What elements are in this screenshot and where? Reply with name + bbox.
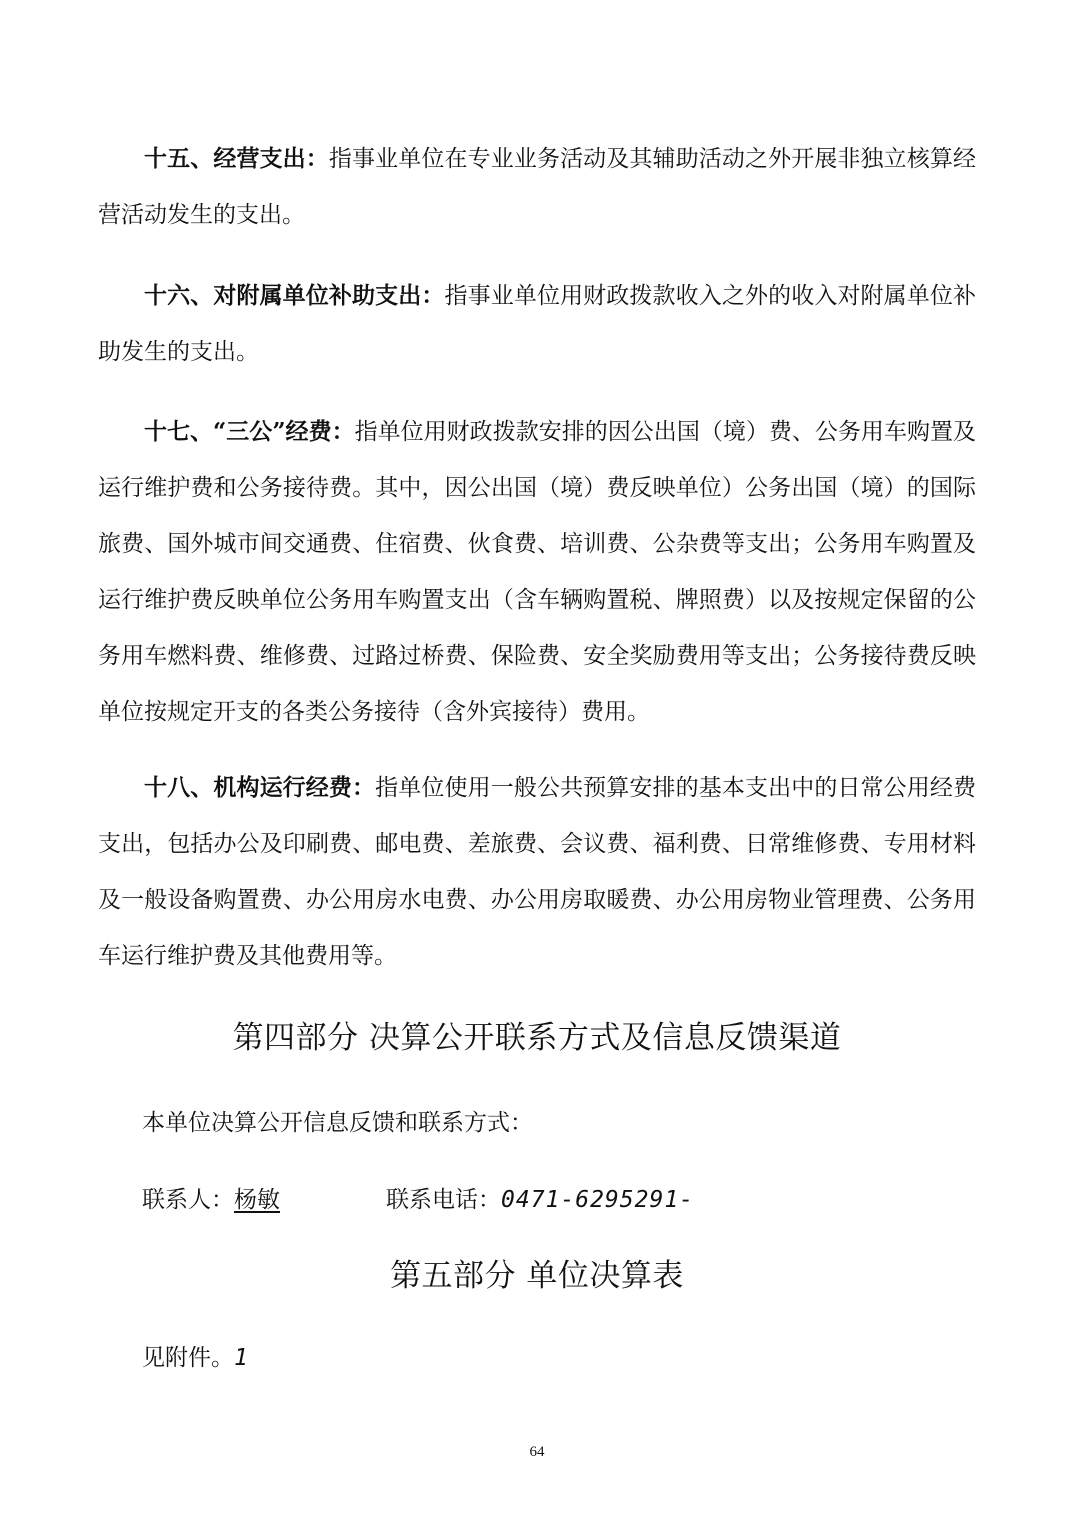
definition-paragraph-15 bbox=[98, 131, 976, 243]
part5-heading: 第五部分 单位决算表 bbox=[390, 1258, 684, 1294]
contact-phone-number: 0471-6295291- bbox=[501, 1187, 695, 1213]
definition-term: 十七、“三公”经费： bbox=[144, 418, 355, 445]
definition-paragraph-18 bbox=[98, 760, 976, 984]
page-number: 64 bbox=[529, 1444, 545, 1460]
definition-text: 指事业单位在专业业务活动及其辅助活动之外开展非独立核算经营活动发生的支出。 bbox=[98, 146, 977, 228]
definition-text: 指事业单位用财政拨款收入之外的收入对附属单位补助发生的支出。 bbox=[98, 283, 977, 365]
contact-phone-label: 联系电话： bbox=[386, 1187, 501, 1213]
contact-line bbox=[142, 1180, 694, 1220]
definition-term: 十六、对附属单位补助支出： bbox=[144, 282, 445, 309]
definition-term: 十五、经营支出： bbox=[144, 145, 329, 172]
definition-paragraph-17 bbox=[98, 404, 976, 740]
attachment-line bbox=[142, 1338, 249, 1378]
attachment-text: 见附件。 bbox=[142, 1345, 234, 1371]
contact-person-name: 杨敏 bbox=[234, 1187, 280, 1213]
attachment-number: 1 bbox=[234, 1345, 249, 1371]
part4-heading: 第四部分 决算公开联系方式及信息反馈渠道 bbox=[232, 1020, 842, 1056]
contact-intro: 本单位决算公开信息反馈和联系方式： bbox=[142, 1110, 533, 1136]
definition-text: 指单位用财政拨款安排的因公出国（境）费、公务用车购置及运行维护费和公务接待费。其中，因公出国（境）费反映单位）公务出国（境）的国际旅费、国外城市间交通费、住宿费、伙食费、培训费、公杂费等支出；公务用车购置及运行维护费反映单位公务用车购置支出（含车辆购置税、牌照费）以及按规定保留的公务用车燃料费、维修费、过路过桥费、保险费、安全奖励费用等支出；公务接待费反映单位按规定开支的各类公务接待（含外宾接待）费用。 bbox=[98, 419, 976, 725]
contact-person-label: 联系人： bbox=[142, 1187, 234, 1213]
definition-paragraph-16 bbox=[98, 268, 976, 380]
definition-text: 指单位使用一般公共预算安排的基本支出中的日常公用经费支出，包括办公及印刷费、邮电费、差旅费、会议费、福利费、日常维修费、专用材料及一般设备购置费、办公用房水电费、办公用房取暖费、办公用房物业管理费、公务用车运行维护费及其他费用等。 bbox=[98, 775, 977, 969]
definition-term: 十八、机构运行经费： bbox=[144, 774, 376, 801]
